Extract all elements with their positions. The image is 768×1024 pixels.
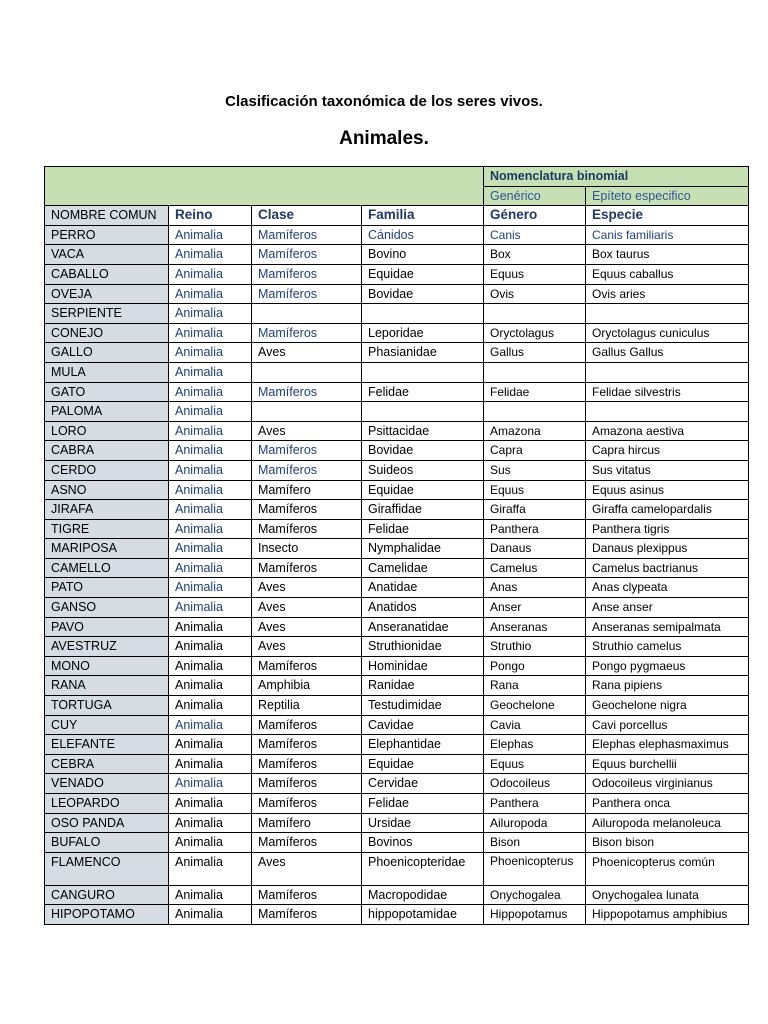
cell-reino: Animalia: [169, 598, 252, 618]
cell-nombre: GALLO: [45, 343, 169, 363]
table-row: [45, 696, 749, 716]
cell-especie: Box taurus: [586, 245, 749, 265]
cell-nombre: PAVO: [45, 617, 169, 637]
cell-familia: Elephantidae: [362, 735, 484, 755]
cell-reino: Animalia: [169, 225, 252, 245]
cell-familia: Felidae: [362, 519, 484, 539]
table-row: [45, 362, 749, 382]
header-nombre-comun: NOMBRE COMUN: [45, 206, 169, 226]
table-row: [45, 539, 749, 559]
cell-clase: Aves: [252, 617, 362, 637]
cell-nombre: CERDO: [45, 460, 169, 480]
cell-genero: Struthio: [484, 637, 586, 657]
table-row: [45, 813, 749, 833]
cell-nombre: CUY: [45, 715, 169, 735]
cell-nombre: RANA: [45, 676, 169, 696]
cell-familia: Bovidae: [362, 284, 484, 304]
document-subtitle: Animales.: [339, 128, 429, 149]
header-binomial: Nomenclatura binomial: [484, 167, 749, 187]
cell-genero: Oryctolagus: [484, 323, 586, 343]
table-row: [45, 558, 749, 578]
cell-nombre: PALOMA: [45, 402, 169, 422]
table-row: [45, 735, 749, 755]
cell-clase: Mamíferos: [252, 225, 362, 245]
cell-reino: Animalia: [169, 617, 252, 637]
cell-reino: Animalia: [169, 754, 252, 774]
cell-clase: Mamíferos: [252, 754, 362, 774]
cell-familia: Ranidae: [362, 676, 484, 696]
table-row: [45, 480, 749, 500]
table-row: [45, 343, 749, 363]
cell-reino: Animalia: [169, 245, 252, 265]
cell-especie: Elephas elephasmaximus: [586, 735, 749, 755]
taxonomy-table: [44, 166, 749, 925]
cell-familia: Ursidae: [362, 813, 484, 833]
table-row: [45, 382, 749, 402]
cell-genero: Equus: [484, 264, 586, 284]
cell-nombre: CAMELLO: [45, 558, 169, 578]
cell-familia: Cervidae: [362, 774, 484, 794]
cell-reino: Animalia: [169, 323, 252, 343]
cell-especie: Rana pipiens: [586, 676, 749, 696]
cell-clase: Aves: [252, 852, 362, 885]
cell-familia: Felidae: [362, 794, 484, 814]
table-row: [45, 500, 749, 520]
cell-familia: Anatidos: [362, 598, 484, 618]
cell-clase: Mamíferos: [252, 284, 362, 304]
table-row: [45, 754, 749, 774]
cell-genero: Anas: [484, 578, 586, 598]
cell-especie: [586, 362, 749, 382]
cell-genero: Panthera: [484, 794, 586, 814]
cell-especie: Gallus Gallus: [586, 343, 749, 363]
cell-reino: Animalia: [169, 735, 252, 755]
cell-genero: Equus: [484, 754, 586, 774]
cell-nombre: PATO: [45, 578, 169, 598]
cell-nombre: CEBRA: [45, 754, 169, 774]
cell-reino: Animalia: [169, 500, 252, 520]
cell-especie: Giraffa camelopardalis: [586, 500, 749, 520]
cell-familia: Cánidos: [362, 225, 484, 245]
cell-reino: Animalia: [169, 774, 252, 794]
cell-especie: Anse anser: [586, 598, 749, 618]
document-title: Clasificación taxonómica de los seres vivos.: [225, 93, 543, 110]
cell-reino: Animalia: [169, 558, 252, 578]
cell-reino: Animalia: [169, 905, 252, 925]
header-genero: Género: [484, 206, 586, 226]
cell-reino: Animalia: [169, 284, 252, 304]
table-row: [45, 323, 749, 343]
cell-familia: Giraffidae: [362, 500, 484, 520]
cell-familia: Psittacidae: [362, 421, 484, 441]
cell-nombre: MARIPOSA: [45, 539, 169, 559]
cell-clase: Insecto: [252, 539, 362, 559]
cell-nombre: MONO: [45, 656, 169, 676]
cell-nombre: PERRO: [45, 225, 169, 245]
header-especie: Especie: [586, 206, 749, 226]
cell-clase: Mamíferos: [252, 656, 362, 676]
cell-genero: Hippopotamus: [484, 905, 586, 925]
cell-reino: Animalia: [169, 539, 252, 559]
cell-especie: Anseranas semipalmata: [586, 617, 749, 637]
table-row: [45, 794, 749, 814]
cell-familia: hippopotamidae: [362, 905, 484, 925]
table-row: [45, 402, 749, 422]
cell-familia: [362, 402, 484, 422]
cell-nombre: AVESTRUZ: [45, 637, 169, 657]
table-row: [45, 264, 749, 284]
cell-especie: Capra hircus: [586, 441, 749, 461]
table-row: [45, 304, 749, 324]
cell-clase: Aves: [252, 637, 362, 657]
cell-reino: Animalia: [169, 794, 252, 814]
cell-nombre: OVEJA: [45, 284, 169, 304]
header-generico: Genérico: [484, 186, 586, 206]
cell-reino: Animalia: [169, 382, 252, 402]
cell-clase: Mamíferos: [252, 794, 362, 814]
cell-familia: Camelidae: [362, 558, 484, 578]
cell-familia: Phoenicopteridae: [362, 852, 484, 885]
cell-especie: Onychogalea lunata: [586, 885, 749, 905]
cell-genero: Anser: [484, 598, 586, 618]
header-reino: Reino: [169, 206, 252, 226]
cell-genero: Equus: [484, 480, 586, 500]
cell-clase: Mamíferos: [252, 519, 362, 539]
cell-clase: Amphibia: [252, 676, 362, 696]
cell-genero: Ailuropoda: [484, 813, 586, 833]
header-epiteto: Epíteto especifico: [586, 186, 749, 206]
cell-genero: [484, 304, 586, 324]
cell-genero: Anseranas: [484, 617, 586, 637]
cell-nombre: SERPIENTE: [45, 304, 169, 324]
cell-reino: Animalia: [169, 362, 252, 382]
cell-genero: Phoenicopterus: [484, 852, 586, 885]
cell-clase: [252, 304, 362, 324]
cell-familia: Suideos: [362, 460, 484, 480]
cell-genero: Onychogalea: [484, 885, 586, 905]
cell-familia: [362, 362, 484, 382]
cell-genero: Bison: [484, 833, 586, 853]
cell-genero: Sus: [484, 460, 586, 480]
cell-clase: Mamíferos: [252, 558, 362, 578]
header-row-3: [45, 206, 749, 226]
cell-especie: Panthera onca: [586, 794, 749, 814]
cell-familia: Anseranatidae: [362, 617, 484, 637]
cell-clase: Mamíferos: [252, 735, 362, 755]
cell-nombre: BUFALO: [45, 833, 169, 853]
cell-genero: Danaus: [484, 539, 586, 559]
cell-especie: Equus burchellii: [586, 754, 749, 774]
cell-genero: Box: [484, 245, 586, 265]
cell-especie: Ovis aries: [586, 284, 749, 304]
cell-especie: Oryctolagus cuniculus: [586, 323, 749, 343]
cell-genero: Capra: [484, 441, 586, 461]
table-row: [45, 519, 749, 539]
table-row: [45, 578, 749, 598]
cell-reino: Animalia: [169, 833, 252, 853]
cell-reino: Animalia: [169, 343, 252, 363]
cell-clase: Mamíferos: [252, 833, 362, 853]
cell-nombre: LEOPARDO: [45, 794, 169, 814]
cell-nombre: JIRAFA: [45, 500, 169, 520]
cell-nombre: VACA: [45, 245, 169, 265]
cell-nombre: ASNO: [45, 480, 169, 500]
cell-reino: Animalia: [169, 264, 252, 284]
cell-genero: Cavia: [484, 715, 586, 735]
cell-reino: Animalia: [169, 813, 252, 833]
table-row: [45, 460, 749, 480]
cell-especie: Canis familiaris: [586, 225, 749, 245]
cell-clase: Aves: [252, 598, 362, 618]
cell-genero: Ovis: [484, 284, 586, 304]
cell-familia: Equidae: [362, 264, 484, 284]
cell-genero: Geochelone: [484, 696, 586, 716]
cell-reino: Animalia: [169, 676, 252, 696]
cell-clase: Aves: [252, 343, 362, 363]
cell-especie: Equus caballus: [586, 264, 749, 284]
table-row: [45, 598, 749, 618]
cell-familia: [362, 304, 484, 324]
cell-especie: Camelus bactrianus: [586, 558, 749, 578]
cell-reino: Animalia: [169, 656, 252, 676]
cell-reino: Animalia: [169, 304, 252, 324]
table-row: [45, 617, 749, 637]
cell-genero: Giraffa: [484, 500, 586, 520]
cell-clase: Mamíferos: [252, 382, 362, 402]
cell-clase: Mamíferos: [252, 441, 362, 461]
cell-clase: Reptilia: [252, 696, 362, 716]
cell-genero: Gallus: [484, 343, 586, 363]
cell-especie: [586, 304, 749, 324]
table-row: [45, 284, 749, 304]
cell-familia: Anatidae: [362, 578, 484, 598]
cell-clase: Mamíferos: [252, 323, 362, 343]
cell-genero: Odocoileus: [484, 774, 586, 794]
cell-reino: Animalia: [169, 402, 252, 422]
header-blank-cell: [45, 167, 484, 206]
cell-familia: Felidae: [362, 382, 484, 402]
cell-nombre: CABALLO: [45, 264, 169, 284]
table-row: [45, 225, 749, 245]
table-row: [45, 637, 749, 657]
cell-nombre: CANGURO: [45, 885, 169, 905]
cell-genero: Felidae: [484, 382, 586, 402]
cell-genero: Canis: [484, 225, 586, 245]
cell-familia: Leporidae: [362, 323, 484, 343]
cell-especie: Cavi porcellus: [586, 715, 749, 735]
cell-reino: Animalia: [169, 460, 252, 480]
cell-nombre: LORO: [45, 421, 169, 441]
cell-clase: Mamíferos: [252, 500, 362, 520]
cell-familia: Equidae: [362, 754, 484, 774]
cell-clase: Mamíferos: [252, 460, 362, 480]
cell-clase: [252, 402, 362, 422]
cell-genero: Camelus: [484, 558, 586, 578]
cell-reino: Animalia: [169, 421, 252, 441]
cell-clase: Mamíferos: [252, 715, 362, 735]
cell-especie: Phoenicopterus común: [586, 852, 749, 885]
cell-nombre: TIGRE: [45, 519, 169, 539]
cell-reino: Animalia: [169, 441, 252, 461]
cell-reino: Animalia: [169, 885, 252, 905]
cell-genero: Pongo: [484, 656, 586, 676]
cell-clase: Aves: [252, 421, 362, 441]
cell-reino: Animalia: [169, 578, 252, 598]
cell-familia: Nymphalidae: [362, 539, 484, 559]
table-row: [45, 885, 749, 905]
cell-nombre: ELEFANTE: [45, 735, 169, 755]
cell-clase: Aves: [252, 578, 362, 598]
cell-nombre: GATO: [45, 382, 169, 402]
cell-especie: Amazona aestiva: [586, 421, 749, 441]
cell-nombre: OSO PANDA: [45, 813, 169, 833]
cell-nombre: CONEJO: [45, 323, 169, 343]
cell-clase: Mamífero: [252, 480, 362, 500]
table-row: [45, 676, 749, 696]
cell-familia: Bovinos: [362, 833, 484, 853]
cell-clase: Mamíferos: [252, 885, 362, 905]
cell-clase: [252, 362, 362, 382]
cell-reino: Animalia: [169, 519, 252, 539]
cell-nombre: TORTUGA: [45, 696, 169, 716]
cell-reino: Animalia: [169, 696, 252, 716]
header-familia: Familia: [362, 206, 484, 226]
cell-clase: Mamífero: [252, 813, 362, 833]
cell-reino: Animalia: [169, 637, 252, 657]
cell-reino: Animalia: [169, 715, 252, 735]
cell-especie: Equus asinus: [586, 480, 749, 500]
cell-clase: Mamíferos: [252, 774, 362, 794]
cell-nombre: HIPOPOTAMO: [45, 905, 169, 925]
cell-especie: Danaus plexippus: [586, 539, 749, 559]
cell-clase: Mamíferos: [252, 905, 362, 925]
cell-clase: Mamíferos: [252, 245, 362, 265]
cell-especie: Felidae silvestris: [586, 382, 749, 402]
table-row: [45, 905, 749, 925]
header-row-1: [45, 167, 749, 187]
cell-genero: Amazona: [484, 421, 586, 441]
cell-especie: Anas clypeata: [586, 578, 749, 598]
cell-familia: Cavidae: [362, 715, 484, 735]
table-row: [45, 245, 749, 265]
cell-clase: Mamíferos: [252, 264, 362, 284]
cell-familia: Bovidae: [362, 441, 484, 461]
cell-familia: Phasianidae: [362, 343, 484, 363]
cell-especie: Geochelone nigra: [586, 696, 749, 716]
cell-genero: Rana: [484, 676, 586, 696]
cell-especie: Struthio camelus: [586, 637, 749, 657]
cell-reino: Animalia: [169, 852, 252, 885]
cell-especie: Odocoileus virginianus: [586, 774, 749, 794]
cell-genero: [484, 362, 586, 382]
table-row: [45, 833, 749, 853]
table-row: [45, 774, 749, 794]
cell-nombre: CABRA: [45, 441, 169, 461]
table-row: [45, 656, 749, 676]
table-row: [45, 852, 749, 885]
cell-familia: Equidae: [362, 480, 484, 500]
cell-familia: Hominidae: [362, 656, 484, 676]
cell-familia: Testudimidae: [362, 696, 484, 716]
cell-especie: Panthera tigris: [586, 519, 749, 539]
table-row: [45, 421, 749, 441]
cell-especie: Bison bison: [586, 833, 749, 853]
cell-especie: Ailuropoda melanoleuca: [586, 813, 749, 833]
cell-especie: Pongo pygmaeus: [586, 656, 749, 676]
cell-genero: Elephas: [484, 735, 586, 755]
cell-familia: Macropodidae: [362, 885, 484, 905]
cell-reino: Animalia: [169, 480, 252, 500]
cell-especie: [586, 402, 749, 422]
cell-familia: Bovino: [362, 245, 484, 265]
table-row: [45, 441, 749, 461]
cell-especie: Sus vitatus: [586, 460, 749, 480]
table-row: [45, 715, 749, 735]
cell-familia: Struthionidae: [362, 637, 484, 657]
cell-nombre: MULA: [45, 362, 169, 382]
cell-especie: Hippopotamus amphibius: [586, 905, 749, 925]
header-clase: Clase: [252, 206, 362, 226]
cell-nombre: GANSO: [45, 598, 169, 618]
cell-genero: Panthera: [484, 519, 586, 539]
cell-genero: [484, 402, 586, 422]
cell-nombre: FLAMENCO: [45, 852, 169, 885]
cell-nombre: VENADO: [45, 774, 169, 794]
